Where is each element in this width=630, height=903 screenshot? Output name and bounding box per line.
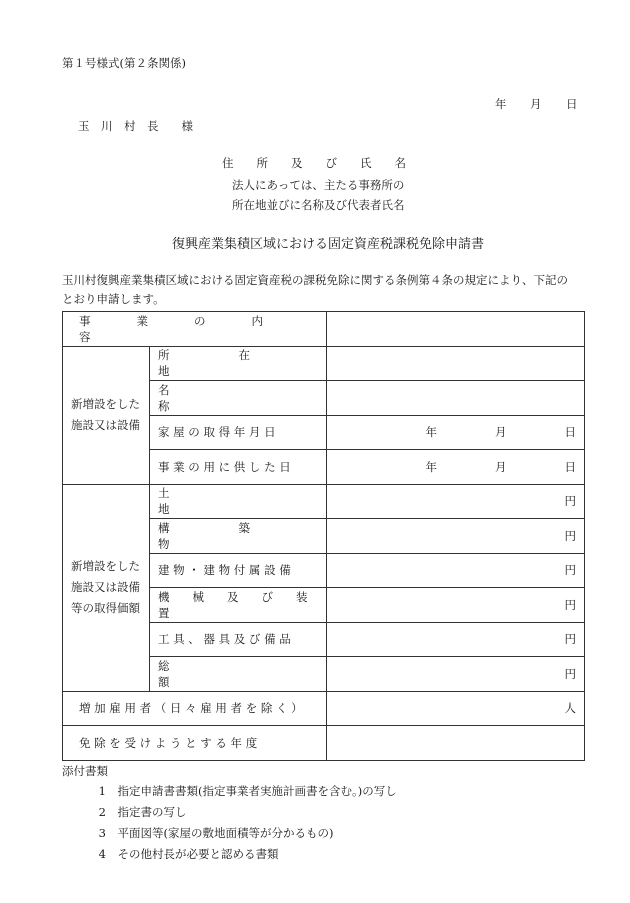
yen-unit: 円 (564, 528, 576, 543)
acq-day-label: 日 (564, 425, 576, 440)
yen-unit: 円 (564, 494, 576, 509)
buildings-label: 建 物 ・ 建 物 付 属 設 備 (150, 553, 327, 588)
form-number: 第１号様式(第２条関係) (62, 56, 186, 70)
use-day-label: 日 (564, 459, 576, 474)
attachments-title: 添付書類 (62, 764, 108, 778)
date-day-label: 日 (566, 97, 578, 111)
cost-group-line1: 新増設をした (71, 559, 140, 573)
machinery-label: 機 械 及 び 装 置 (150, 588, 327, 623)
attachment-number: 1 (98, 784, 106, 798)
cost-group-label (63, 484, 150, 691)
use-year-label: 年 (425, 459, 437, 474)
yen-unit: 円 (564, 597, 576, 612)
yen-unit: 円 (564, 563, 576, 578)
name-label: 名 称 (150, 381, 327, 416)
attachment-item (76, 783, 397, 799)
buildings-amount-field[interactable] (327, 553, 585, 588)
cost-group-line3: 等の取得価額 (71, 601, 140, 615)
acq-year-label: 年 (425, 425, 437, 440)
attachment-text: その他村長が必要と認める書類 (117, 847, 279, 861)
structures-label: 構 築 物 (150, 519, 327, 554)
row-exemption-year (63, 726, 585, 761)
date-month-label: 月 (530, 97, 542, 111)
facility-group-line2: 施設又は設備 (71, 418, 140, 432)
recipient: 玉 川 村 長 様 (78, 119, 193, 133)
structures-amount-field[interactable] (327, 519, 585, 554)
attachment-text: 指定書の写し (117, 805, 187, 819)
business-content-field[interactable] (327, 312, 585, 347)
attachment-number: 2 (98, 805, 106, 819)
applicant-address-name-label: 住 所 及 び 氏 名 (222, 156, 406, 170)
date-year-label: 年 (495, 97, 507, 111)
attachment-text: 平面図等(家屋の敷地面積等が分かるもの) (117, 826, 334, 840)
applicant-note-line2: 所在地並びに名称及び代表者氏名 (232, 198, 405, 212)
intro-text-line1: 玉川村復興産業集積区域における固定資産税の課税免除に関する条例第４条の規定により、下記の (62, 273, 568, 287)
yen-unit: 円 (564, 666, 576, 681)
facility-group-line1: 新増設をした (71, 397, 140, 411)
intro-text-line2: とおり申請します。 (62, 292, 165, 306)
land-label: 土 地 (150, 484, 327, 519)
cost-group-line2: 施設又は設備 (71, 580, 140, 594)
location-label: 所 在 地 (150, 346, 327, 381)
row-land (63, 484, 585, 519)
attachment-item (76, 825, 333, 841)
row-business-content (63, 312, 585, 347)
person-unit: 人 (564, 701, 576, 716)
employees-count-field[interactable] (327, 691, 585, 726)
location-field[interactable] (327, 346, 585, 381)
document-title: 復興産業集積区域における固定資産税課税免除申請書 (172, 237, 485, 252)
attachment-item (76, 804, 187, 820)
land-amount-field[interactable] (327, 484, 585, 519)
employees-label: 増 加 雇 用 者 （ 日 々 雇 用 者 を 除 く ） (63, 691, 327, 726)
attachment-item (76, 846, 279, 862)
business-use-date-label: 事 業 の 用 に 供 し た 日 (150, 450, 327, 485)
acquisition-date-field[interactable] (327, 415, 585, 450)
attachment-number: 4 (98, 847, 106, 861)
row-employees (63, 691, 585, 726)
tools-amount-field[interactable] (327, 622, 585, 657)
tools-label: 工 具 、 器 具 及 び 備 品 (150, 622, 327, 657)
name-field[interactable] (327, 381, 585, 416)
exemption-year-label: 免 除 を 受 け よ う と す る 年 度 (63, 726, 327, 761)
row-location (63, 346, 585, 381)
total-label: 総 額 (150, 657, 327, 692)
acq-month-label: 月 (495, 425, 507, 440)
applicant-note-line1: 法人にあっては、主たる事務所の (232, 178, 405, 192)
business-use-date-field[interactable] (327, 450, 585, 485)
attachment-text: 指定申請書書類(指定事業者実施計画書を含む。)の写し (117, 784, 397, 798)
application-table (62, 311, 585, 761)
machinery-amount-field[interactable] (327, 588, 585, 623)
use-month-label: 月 (495, 459, 507, 474)
yen-unit: 円 (564, 632, 576, 647)
acquisition-date-label: 家 屋 の 取 得 年 月 日 (150, 415, 327, 450)
application-date (495, 96, 578, 112)
facility-group-label (63, 346, 150, 484)
total-amount-field[interactable] (327, 657, 585, 692)
exemption-year-field[interactable] (327, 726, 585, 761)
business-content-label: 事 業 の 内 容 (63, 312, 327, 347)
attachment-number: 3 (98, 826, 106, 840)
